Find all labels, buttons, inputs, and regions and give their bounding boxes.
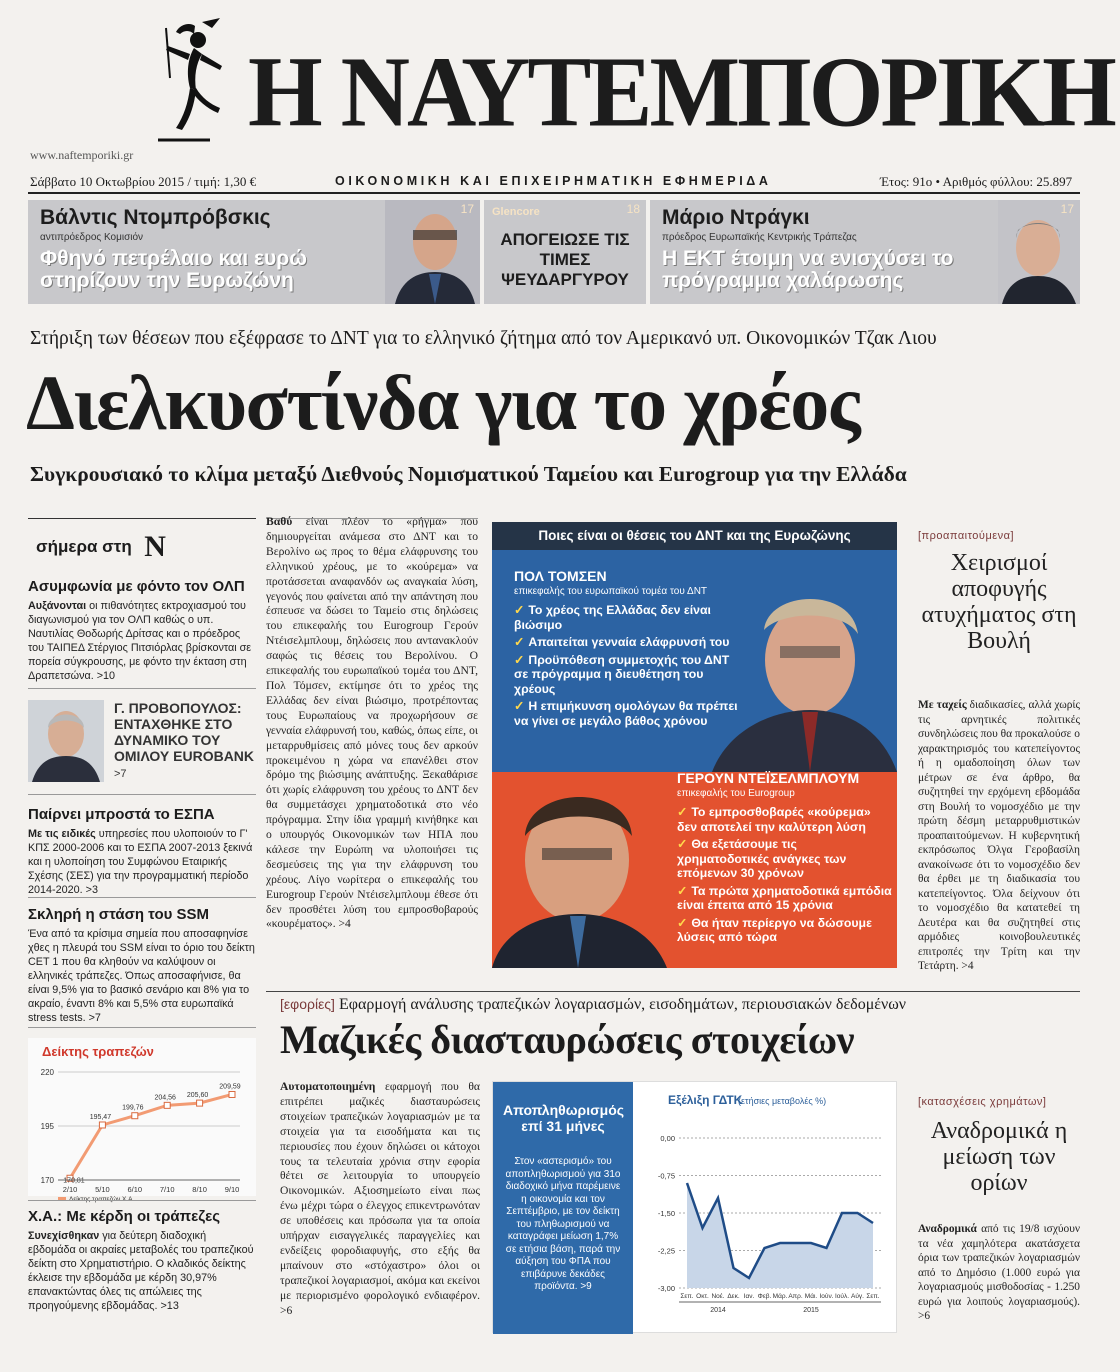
teaser-name: Βάλντις Ντομπρόβσκις <box>40 206 271 229</box>
left-item-espa[interactable] <box>28 806 256 897</box>
tax-tag: [εφορίες] <box>280 996 335 1012</box>
deflation-title: Αποπληθωρισμός επί 31 μήνες <box>503 1102 625 1134</box>
x-tick-label: Φεβ. <box>757 1293 772 1300</box>
item-body: Συνεχίσθηκαν για δεύτερη διαδοχική εβδομάδα οι ακραίες μεταβολές του τραπεζικού δείκτη στο Χρηματιστήριο. Ο κλαδικός δείκτης έκλεισε την εβδομάδα με κέρδη 30,97% επανακτώντας όλες τις απώλειες της προηγούμενης εβδομάδας. >13 <box>28 1230 254 1312</box>
lead-headline[interactable]: Διελκυστίνδα για το χρέος <box>26 359 860 446</box>
right-story-parliament[interactable] <box>918 530 1080 974</box>
today-label: σήμερα στη <box>36 537 132 556</box>
hermes-logo <box>150 18 245 143</box>
y-tick-label: 170 <box>40 1176 54 1185</box>
profile-provopoulos[interactable] <box>28 698 256 786</box>
x-tick-label: Σεπ. <box>866 1293 880 1300</box>
x-tick-label: Μάρ. <box>772 1293 788 1300</box>
item-title: Σκληρή η στάση του SSM <box>28 906 210 923</box>
left-column-rule <box>28 518 256 519</box>
divider <box>28 794 256 795</box>
series-area <box>687 1183 873 1288</box>
item-body: Αυξάνονται οι πιθανότητες εκτροχιασμού του διαγωνισμού για τον ΟΛΠ καθώς ο υπ. Ναυτιλίας Θοδωρής Δρίτσας και ο πρόεδρος του ΤΑΙΠΕΔ Στέργιος Πιτσιόρλας βρίσκονται σε πορεία σύγκρουσης, με φόντο την έκταση στη Δραπετσώνα. >10 <box>28 600 252 682</box>
x-tick-label: Σεπ. <box>680 1293 694 1300</box>
today-letter: Ν <box>144 530 166 563</box>
story-body: Αναδρομικά από τις 19/8 ισχύουν τα νέα χαμηλότερα ακατάσχετα όρια των τραπεζικών λογαριασμών από το Δημόσιο (1.000 ευρώ για λογαριασμούς μισθοδοσίας - 1.250 ευρώ για λοιπούς λογαριασμούς). >6 <box>918 1223 1080 1322</box>
tax-kicker: [εφορίες] Εφαρμογή ανάλυσης τραπεζικών λογαριασμών, εισοδημάτων, περιουσιακών δεδομένων <box>280 996 906 1013</box>
y-tick-label: -0,75 <box>657 1171 675 1181</box>
data-point <box>164 1102 170 1108</box>
x-tick-label: 7/10 <box>159 1185 175 1194</box>
check-icon: ✓ <box>677 883 688 898</box>
cpi-chart <box>633 1082 898 1334</box>
check-icon: ✓ <box>514 635 525 649</box>
dijsselbloem-name: ΓΕΡΟΥΝ ΝΤΕΪΣΕΛΜΠΛΟΥΜ <box>677 770 860 786</box>
check-icon: ✓ <box>677 805 688 819</box>
profile-name: Γ. ΠΡΟΒΟΠΟΥΛΟΣ: <box>114 700 242 716</box>
check-icon: ✓ <box>677 915 688 930</box>
thomsen-block <box>514 568 744 731</box>
divider <box>28 688 256 689</box>
tax-headline[interactable]: Μαζικές διασταυρώσεις στοιχείων <box>280 1017 854 1062</box>
x-tick-label: Ιούλ. <box>834 1293 850 1300</box>
imf-eurozone-infographic <box>492 522 897 968</box>
issue-number: Έτος: 91ο • Αριθμός φύλλου: 25.897 <box>880 174 1073 189</box>
masthead-rule <box>28 192 1080 194</box>
left-item-olp[interactable] <box>28 578 256 683</box>
item-body: Ένα από τα κρίσιμα σημεία που αποσαφηνίσε χθες η πλευρά του SSM είναι το όριο του δείκτη CET 1 που θα κληθούν να καλύψουν οι ελληνικές τράπεζες. Όπως αποσαφήνισε, θα είναι 9,5% για το βασικό σενάριο και 8% για το ακραίο, έναντι 8% και 5,5% στα ευρωπαϊκά stress tests. >7 <box>28 928 255 1024</box>
lead-body: Βαθύ είναι πλέον το «ρήγμα» που δημιουργείται ανάμεσα στο ΔΝΤ και το Βερολίνο ως προς το θέμα ελάφρυνσης του ελληνικού χρέους, με το «κούρεμα» να προτάσσεται αναφανδόν ως αναγκαία λύση, γεγονός που φαίνεται από την απάντηση που έσπευσε να δώσει το Ταμείο στις δηλώσεις του επικεφαλής του Eurogroup Γερούν Ντέισελμπλουμ, δηλώσεις που αντανακλούν σαφώς τις θέσεις του Βερολίνου. Ο επικεφαλής του ευρωπαϊκού τομέα του ΔΝΤ, Πολ Τόμσεν, εκτίμησε ότι το χρέος της Ελλάδας δεν είναι βιώσιμο, προτρέποντας τους Ευρωπαίους να προχωρήσουν σε γενναία ελάφρυνσή του, καθώς, όπως είπε, οι μεταρρυθμίσεις από μόνες τους δεν αρκούν προκειμένου η χώρα να επανέλθει στον δρόμο της βιώσιμης ανάπτυξης. Ξεκαθάρισε ότι χωρίς ελάφρυνση του χρέους το ΔΝΤ δεν θα συμμετάσχει χρηματοδοτικά στο νέο πρόγραμμα. Στην ίδια γραμμή κινήθηκε και ο υπουργός Οικονομικών των ΗΠΑ που κάλεσε την Ευρώπη να υλοποιήσει τις δεσμεύσεις της για την ελάφρυνση του χρέους. Λίγο νωρίτερα ο επικεφαλής του Eurogroup Γερούν Ντέισελμπλουμ έθεσε ότι δεν προσθέτει λύση του εμπροσθοβαρούς «κουρέματος». >4 <box>266 515 478 931</box>
teaser-name: Μάριο Ντράγκι <box>662 206 810 229</box>
position-point: ✓ Το χρέος της Ελλάδας δεν είναι βιώσιμο <box>514 603 711 632</box>
position-point: ✓ Τα πρώτα χρηματοδοτικά εμπόδια είναι έπειτα από 15 χρόνια <box>677 883 892 912</box>
masthead-title: Η ΝΑΥΤΕΜΠΟΡΙΚΗ <box>248 35 1114 148</box>
left-item-ssm[interactable] <box>28 906 256 1025</box>
teaser-headline: Η ΕΚΤ έτοιμη να ενισχύσει το πρόγραμμα χαλάρωσης <box>662 247 954 292</box>
y-tick-label: 220 <box>40 1068 54 1077</box>
data-label: 209,59 <box>219 1083 241 1091</box>
page-ref: 17 <box>460 202 474 216</box>
teaser-headline: ΑΠΟΓΕΙΩΣΕ ΤΙΣ ΤΙΜΕΣ ΨΕΥΔΑΡΓΥΡΟΥ <box>500 230 630 289</box>
x-tick-label: 6/10 <box>127 1185 143 1194</box>
story-tag: [κατασχέσεις χρημάτων] <box>918 1096 1047 1108</box>
x-tick-label: Δεκ. <box>727 1293 740 1300</box>
check-icon: ✓ <box>514 603 525 617</box>
position-point: ✓ Απαιτείται γενναία ελάφρυνσή του <box>514 635 730 649</box>
deflation-panel <box>493 1082 633 1334</box>
position-point: ✓ Το εμπροσθοβαρές «κούρεμα» δεν αποτελεί την καλύτερη λύση <box>677 805 871 834</box>
data-point <box>132 1113 138 1119</box>
y-tick-label: 0,00 <box>660 1134 675 1143</box>
item-title: Παίρνει μπροστά το ΕΣΠΑ <box>28 806 215 823</box>
check-icon: ✓ <box>677 837 688 851</box>
position-point: ✓ Προϋπόθεση συμμετοχής του ΔΝΤ σε πρόγραμμα η διευθέτηση του χρέους <box>514 652 730 696</box>
teaser-headline: Φθηνό πετρέλαιο και ευρώ στηρίζουν την Ευρωζώνη <box>40 247 307 292</box>
position-point: ✓ Θα ήταν περίεργο να δώσουμε λύσεις από τώρα <box>677 915 872 944</box>
item-body: Με τις ειδικές υπηρεσίες που υλοποιούν το Γ' ΚΠΣ 2000-2006 και το ΕΣΠΑ 2007-2013 ξεκινά και η υλοποίηση του Συμφώνου Εταιρικής Σχέσης (ΣΕΣ) για την προγραμματική περίοδο 2014-2020. >3 <box>28 828 253 896</box>
check-icon: ✓ <box>514 652 525 667</box>
chart-title: Εξέλιξη ΓΔΤΚ <box>668 1093 743 1107</box>
teaser-draghi[interactable] <box>650 200 1080 304</box>
page-ref: 18 <box>626 202 640 216</box>
chart-subtitle: (ετήσιες μεταβολές %) <box>738 1096 827 1106</box>
thomsen-name: ΠΟΛ ΤΟΜΣΕΝ <box>514 568 607 584</box>
chart-title: Δείκτης τραπεζών <box>42 1044 154 1059</box>
data-point <box>197 1100 203 1106</box>
x-tick-label: Αύγ. <box>851 1293 864 1300</box>
position-point: ✓ Θα εξετάσουμε τις χρηματοδοτικές ανάγκες των επόμενων 30 χρόνων <box>677 837 847 880</box>
story-headline: Χειρισμοί αποφυγής ατυχήματος στη Βουλή <box>921 550 1077 654</box>
check-icon: ✓ <box>514 699 525 713</box>
item-title: Ασυμφωνία με φόντο τον ΟΛΠ <box>28 578 245 595</box>
date-price: Σάββατο 10 Οκτωβρίου 2015 / τιμή: 1,30 € <box>30 174 257 189</box>
x-tick-label: Μάι. <box>804 1293 818 1300</box>
x-tick-label: 8/10 <box>192 1185 207 1194</box>
left-item-stock-exchange[interactable] <box>28 1208 256 1313</box>
website-url[interactable]: www.naftemporiki.gr <box>30 148 134 162</box>
x-tick-label: Οκτ. <box>696 1293 709 1300</box>
dijsselbloem-block <box>677 770 892 948</box>
data-label: 170,81 <box>63 1177 85 1185</box>
y-tick-label: 195 <box>40 1122 54 1131</box>
y-tick-label: -2,25 <box>657 1246 675 1256</box>
x-tick-label: Ιαν. <box>743 1293 755 1300</box>
bank-index-chart <box>28 1038 256 1196</box>
story-tag: [προαπαιτούμενα] <box>918 530 1015 542</box>
divider <box>28 1200 256 1201</box>
year-label: 2015 <box>803 1307 819 1314</box>
story-body: Με ταχείς διαδικασίες, αλλά χωρίς τις αρνητικές πολιτικές συνδηλώσεις που θα προκαλούσε ο χαρακτηρισμός του κατεπείγοντος ή η ομαδοποίηση όλων των μέτρων σε ένα άρθρο, θα συζητηθεί την ερχόμενη εβδομάδα στη Βουλή το νομοσχέδιο με την πρώτη δέσμη μεταρρυθμιστικών προαπαιτούμενων. Η κυβερνητική εκπρόσωπος Όλγα Γεροβασίλη ανακοίνωσε ότι το νομοσχέδιο δεν θα έρθει με τη διαδικασία του κατεπείγοντος. Όλα δείχνουν ότι το νομοσχέδιο θα κατατεθεί τη Δευτέρα και θα συζητηθεί στις αρμόδιες κοινοβουλευτικές επιτροπές την Τρίτη και την Τετάρτη. >4 <box>918 699 1080 972</box>
page-ref: 17 <box>1060 202 1074 216</box>
provopoulos-photo <box>28 700 104 782</box>
item-title: Χ.Α.: Με κέρδη οι τράπεζες <box>28 1208 221 1225</box>
divider <box>28 1027 256 1028</box>
deflation-box <box>492 1081 897 1333</box>
divider <box>28 897 256 898</box>
tax-body: Αυτοματοποιημένη εφαρμογή που θα επιτρέπει μαζικές διασταυρώσεις στοιχείων τραπεζικών λογαριασμών με τα στοιχεία για τα εισοδήματα και τις περιουσίες που έχουν δηλώσει οι κάτοχοι τους τα τελευταία χρόνια στην εφορία θέτει σε λειτουργία το υπουργείο Οικονομικών. Αξιοσημείωτο είναι πως ένω μέχρι τώρα ο έλεγχος επικεντρωνόταν σε υποθέσεις και πρόσωπα για τα οποία υπήρχαν εισαγγελικές παραγγελίες και ενδείξεις φοροδιαφυγής, στο εξής θα μπαίνουν στο «στόχαστρο» όλοι οι τραπεζικοί λογαριασμοί, ακόμα και εκείνοι με περιορισμένο φορολογικό ενδιαφέρον. >6 <box>280 1080 480 1317</box>
data-label: 205,60 <box>186 1092 209 1100</box>
right-story-seizure[interactable] <box>918 1096 1080 1324</box>
data-label: 195,47 <box>89 1113 112 1121</box>
lead-kicker: Στήριξη των θέσεων που εξέφρασε το ΔΝΤ για το ελληνικό ζήτημα από τον Αμερικανό υπ. Οικονομικών Τζακ Λιου <box>30 328 937 349</box>
x-tick-label: Νοέ. <box>711 1293 725 1300</box>
lead-subhead: Συγκρουσιακό το κλίμα μεταξύ Διεθνούς Νομισματικού Ταμείου και Eurogroup για την Ελλάδα <box>30 462 907 486</box>
teaser-role: αντιπρόεδρος Κομισιόν <box>40 232 144 243</box>
x-tick-label: Ιούν. <box>819 1293 834 1300</box>
teaser-dombrovskis[interactable] <box>28 200 480 304</box>
divider <box>266 991 1080 992</box>
profile-text: ΕΝΤΑΧΘΗΚΕ ΣΤΟ ΔΥΝΑΜΙΚΟ ΤΟΥ ΟΜΙΛΟΥ EUROBANK <box>114 716 255 764</box>
data-point <box>99 1122 105 1128</box>
masthead-subtitle: ΟΙΚΟΝΟΜΙΚΗ ΚΑΙ ΕΠΙΧΕΙΡΗΜΑΤΙΚΗ ΕΦΗΜΕΡΙΔΑ <box>335 174 772 188</box>
x-tick-label: 5/10 <box>95 1185 110 1194</box>
y-tick-label: -1,50 <box>657 1209 675 1218</box>
position-point: ✓ Η επιμήκυνση ομολόγων θα πρέπει να γίνει σε μεγάλο βάθος χρόνου <box>514 699 738 728</box>
data-label: 199,76 <box>122 1104 144 1112</box>
legend-label <box>69 1195 134 1203</box>
deflation-text: Στον «αστερισμό» του αποπληθωρισμού για 31ο διαδοχικό μήνα παρέμεινε η οικονομία και τον Σεπτέμβριο, με τον δείκτη του πληθωρισμού να καταγράφει μείωση 1,7% σε ετήσια βάση, παρά την αύξηση του ΦΠΑ που επιβάρυνε δεκάδες προϊόντα. >9 <box>505 1156 621 1292</box>
data-label: 204,56 <box>154 1094 176 1102</box>
year-label: 2014 <box>710 1307 726 1314</box>
teaser-name: Glencore <box>492 206 540 218</box>
data-point <box>229 1091 235 1097</box>
dijsselbloem-role: επικεφαλής του Eurogroup <box>677 788 795 799</box>
profile-ref: >7 <box>114 768 127 780</box>
story-headline: Αναδρομικά η μείωση των ορίων <box>930 1118 1068 1196</box>
teaser-role: πρόεδρος Ευρωπαϊκής Κεντρικής Τράπεζας <box>662 232 857 243</box>
x-tick-label: 2/10 <box>62 1185 78 1194</box>
y-tick-label: -3,00 <box>657 1284 675 1293</box>
infographic-title: Ποιες είναι οι θέσεις του ΔΝΤ και της Ευρωζώνης <box>492 522 897 550</box>
x-tick-label: Απρ. <box>788 1293 803 1300</box>
today-header <box>36 530 166 564</box>
x-tick-label: 9/10 <box>224 1185 240 1194</box>
thomsen-role: επικεφαλής του ευρωπαϊκού τομέα του ΔΝΤ <box>514 586 708 597</box>
teaser-glencore[interactable] <box>484 200 646 304</box>
